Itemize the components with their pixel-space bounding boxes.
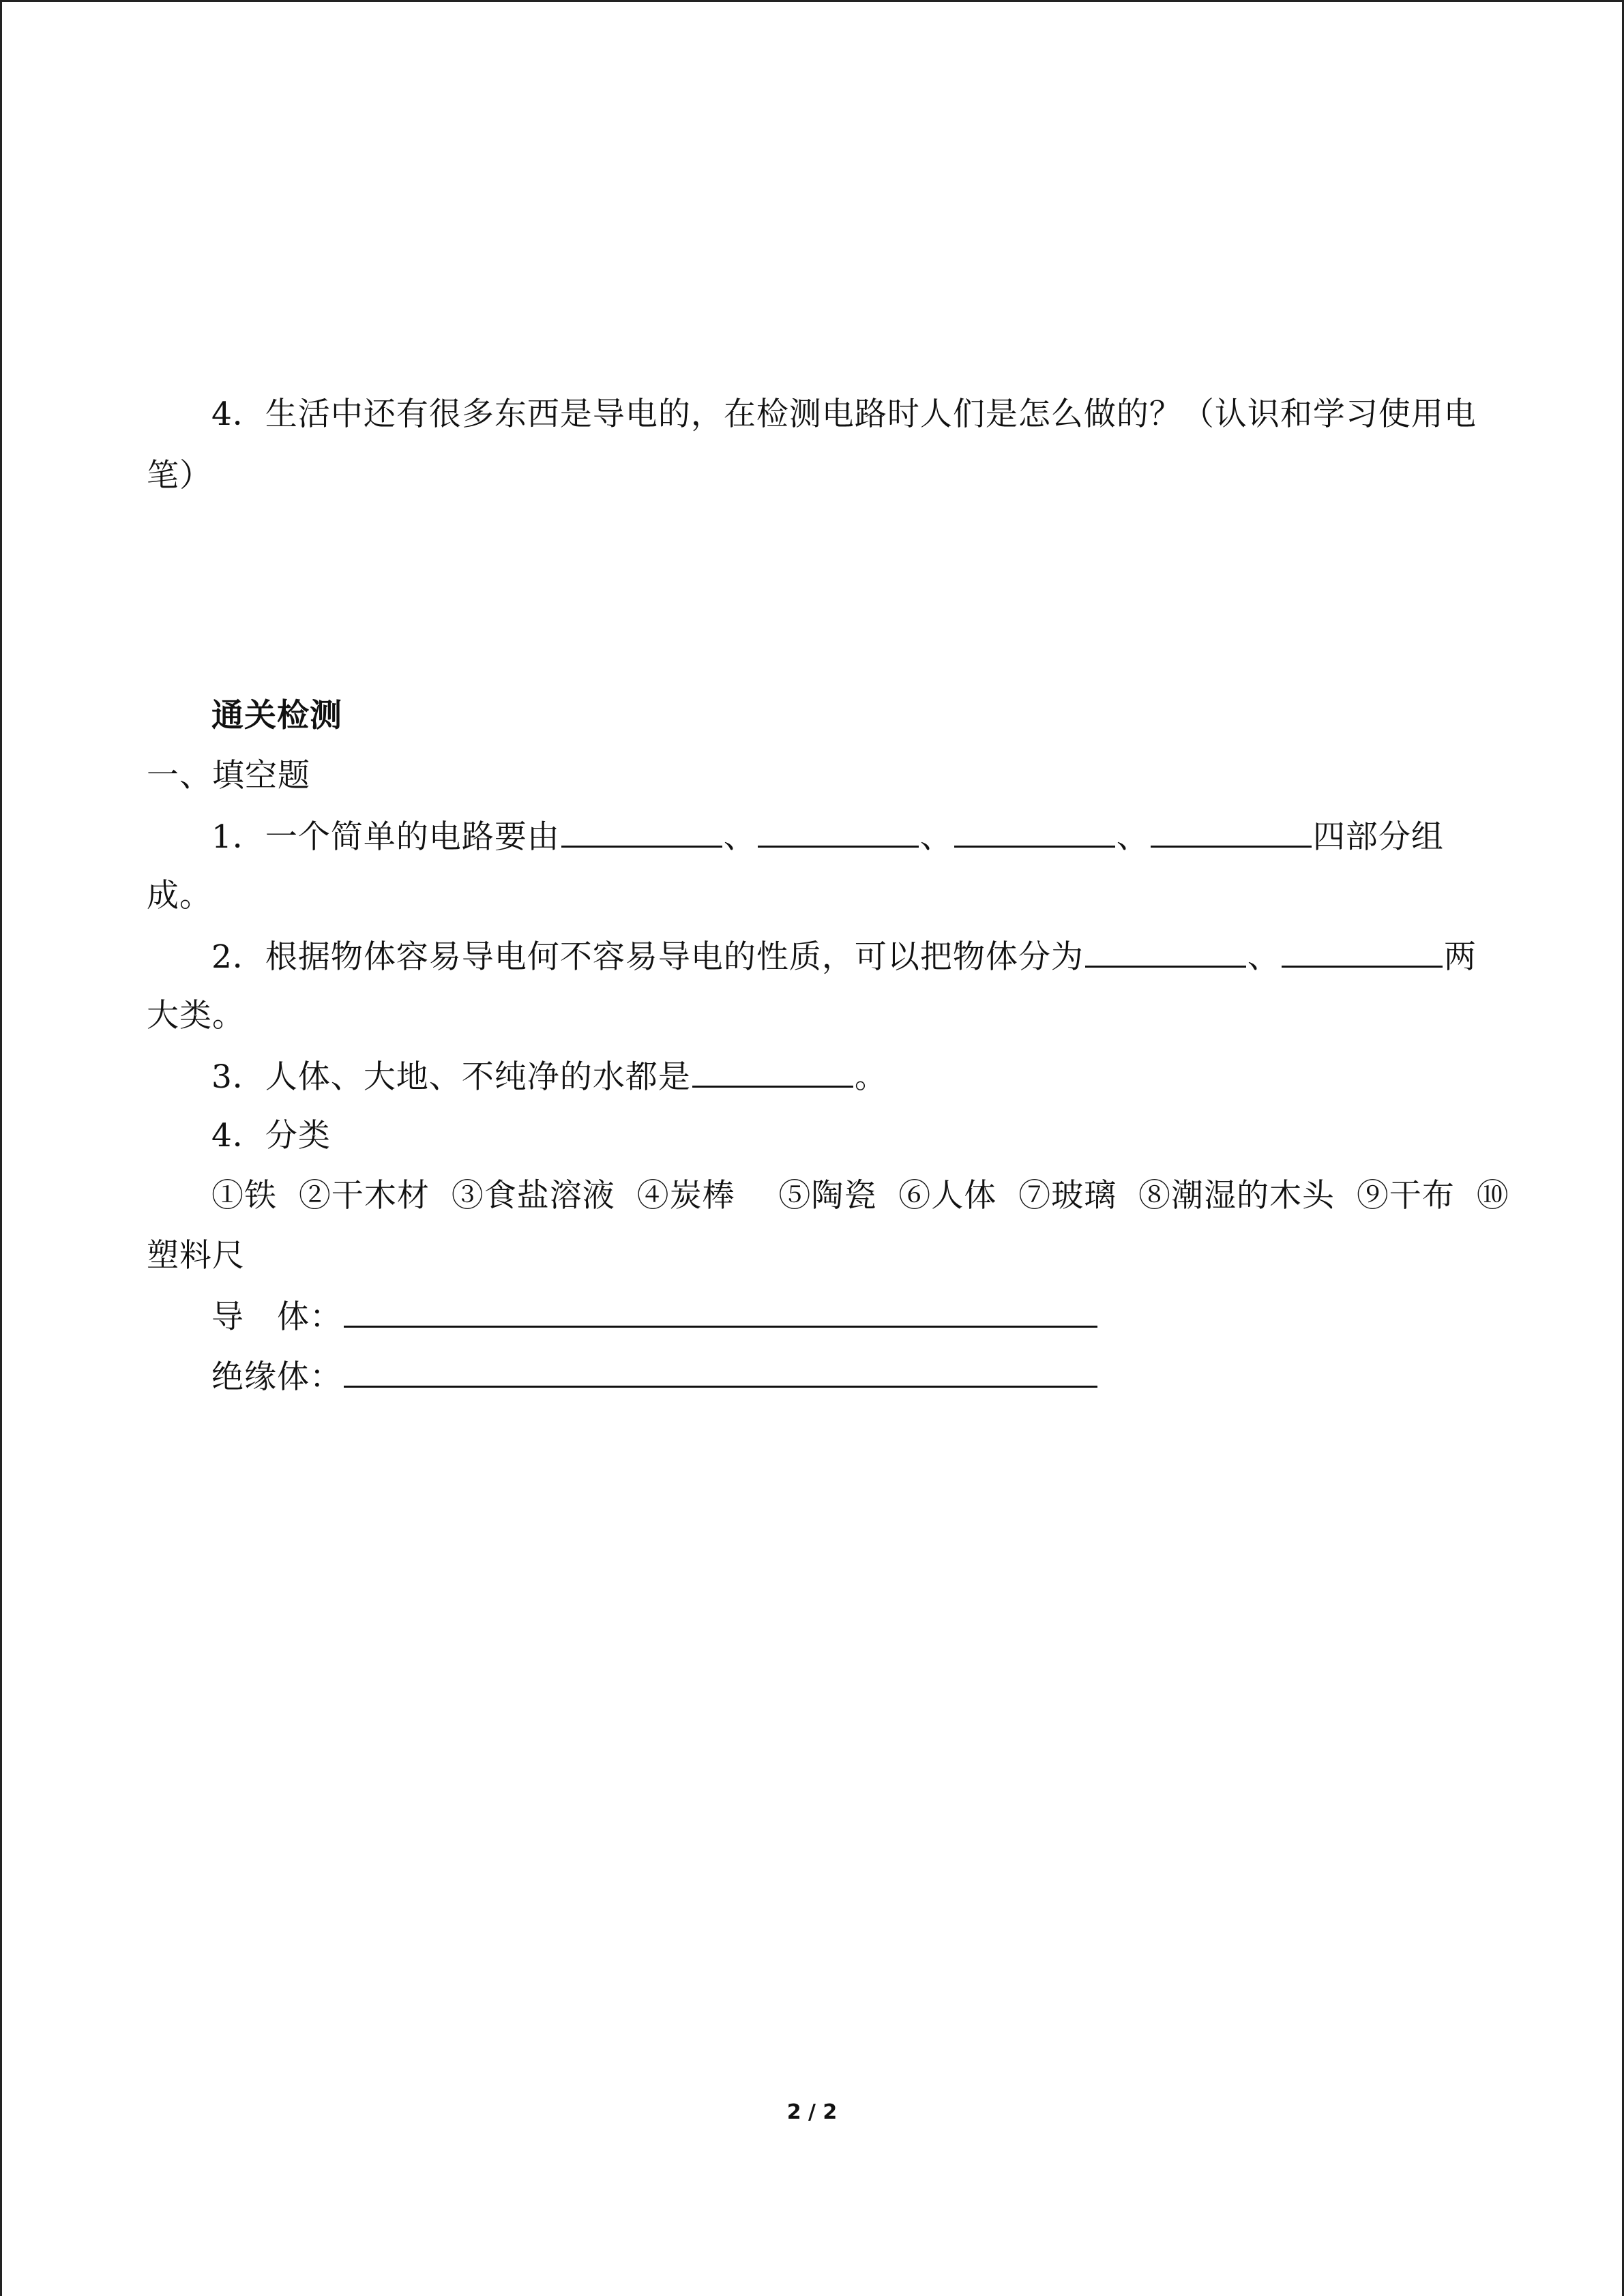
test-heading: 通关检测 [211,697,342,734]
fill-q3-suffix: 。 [854,1058,887,1096]
conductor-answer-line[interactable] [344,1296,1097,1328]
fill-q4-items-line2: 塑料尺 [147,1237,245,1274]
question-4-line1: 4．生活中还有很多东西是导电的，在检测电路时人们是怎么做的？（认识和学习使用电 [211,396,1477,433]
fill-q2-suffix: 两 [1443,938,1477,976]
fill-q3-blank[interactable] [692,1056,853,1088]
fill-q2-line1 [211,936,1477,978]
insulator-label: 绝缘体： [211,1358,342,1396]
fill-q1-sep: 、 [723,818,756,856]
fill-q3-prefix: 3．人体、大地、不纯净的水都是 [211,1058,691,1096]
fill-q1-suffix: 四部分组 [1312,818,1444,856]
fill-q1-prefix: 1．一个简单的电路要由 [211,818,560,856]
question-4-line2: 笔） [147,457,212,494]
fill-q1-sep: 、 [1116,818,1149,856]
fill-q2-sep: 、 [1247,938,1280,976]
part-title: 一、填空题 [147,757,310,794]
fill-q1-line2: 成。 [147,877,212,914]
fill-q1-blank-4[interactable] [1151,816,1312,848]
fill-q1-sep: 、 [919,818,953,856]
conductor-row [211,1296,1099,1338]
fill-q3-line [211,1056,887,1098]
fill-q4-title: 4．分类 [211,1117,331,1154]
insulator-row [211,1356,1099,1398]
conductor-label: 导 体： [211,1298,342,1336]
fill-q1-blank-3[interactable] [954,816,1115,848]
page-number: 2 / 2 [786,2100,838,2124]
fill-q1-blank-1[interactable] [561,816,722,848]
fill-q2-prefix: 2．根据物体容易导电何不容易导电的性质，可以把物体分为 [211,938,1084,976]
fill-q4-items-line1: ①铁 ②干木材 ③食盐溶液 ④炭棒 ⑤陶瓷 ⑥人体 ⑦玻璃 ⑧潮湿的木头 ⑨干布 ⑩ [211,1177,1509,1214]
fill-q2-line2: 大类。 [147,997,245,1034]
fill-q1-blank-2[interactable] [758,816,919,848]
fill-q2-blank-1[interactable] [1085,936,1246,968]
insulator-answer-line[interactable] [344,1356,1097,1388]
fill-q1-line1 [211,816,1444,858]
fill-q2-blank-2[interactable] [1282,936,1443,968]
